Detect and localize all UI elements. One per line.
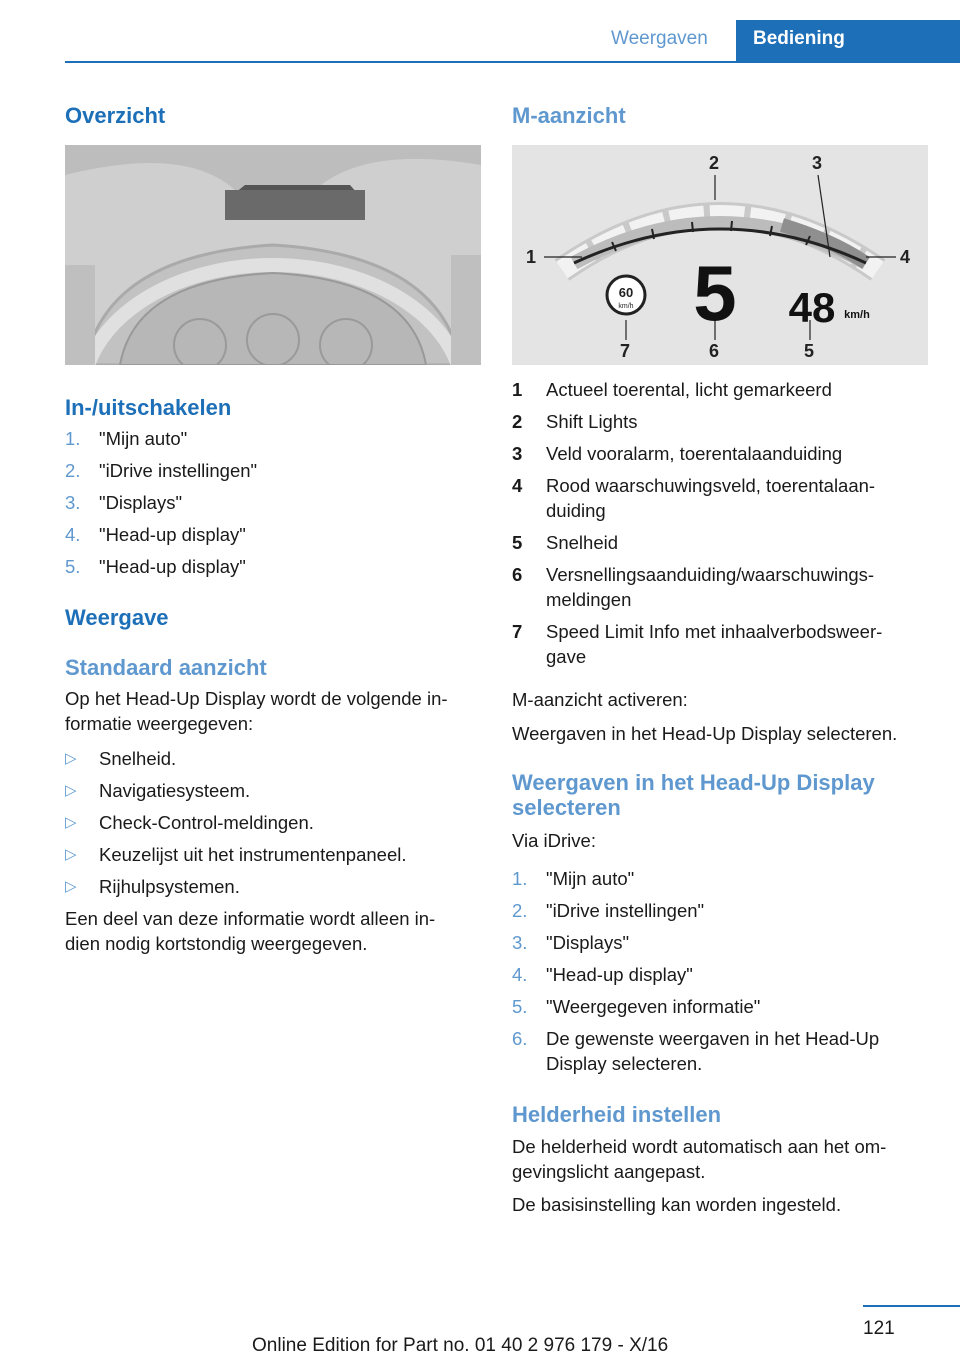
activate-text: Weergaven in het Head-Up Display selecteren. [512,723,898,744]
list-item [512,866,928,898]
gear-indicator: 5 [693,249,737,337]
limit-unit: km/h [618,303,634,310]
list-item [512,994,928,1026]
heading-line: selecteren [512,795,621,820]
step-number: 1. [65,428,81,449]
step-text: "Head-up display" [99,556,246,577]
text-line: De helderheid wordt automatisch aan het om- [512,1136,887,1157]
heading-m-view: M-aanzicht [512,103,626,128]
list-item [65,522,481,554]
step-text: "Mijn auto" [546,868,635,889]
via-idrive: Via iDrive: [512,830,596,851]
text-line: formatie weergegeven: [65,713,254,734]
step-number: 5. [512,996,528,1017]
legend-item [512,530,928,562]
speed-value: 48 [788,284,836,331]
step-number: 4. [512,964,528,985]
list-item [65,874,481,906]
m-view-legend [512,377,928,676]
activate-label: M-aanzicht activeren: [512,689,688,710]
legend-number: 7 [512,621,523,642]
legend-number: 6 [512,564,523,585]
triangle-bullet-icon: ▷ [65,878,77,895]
limit-value: 60 [618,285,634,300]
item-text: Rijhulpsystemen. [99,876,240,897]
select-steps [512,866,928,1083]
item-text: Keuzelijst uit het instrumentenpaneel. [99,844,407,865]
brightness-text [512,1134,928,1184]
step-number: 3. [65,492,81,513]
step-text: "Head-up display" [99,524,246,545]
dashboard-drawing [65,145,481,365]
text-line: gevingslicht aangepast. [512,1161,706,1182]
step-text: "iDrive instellingen" [99,460,258,481]
standard-note [65,906,481,956]
step-text: "Head-up display" [546,964,693,985]
standard-intro [65,686,481,736]
callout-3: 3 [812,153,823,173]
header-section-tab: Weergaven [611,28,708,49]
list-item [65,778,481,810]
list-item [512,930,928,962]
item-text: Check-Control-meldingen. [99,812,314,833]
triangle-bullet-icon: ▷ [65,750,77,767]
legend-text: Snelheid [546,532,619,553]
text-line: Een deel van deze informatie wordt alleen in- [65,908,436,929]
list-item [512,1026,928,1083]
onoff-steps [65,426,481,586]
footer-edition: Online Edition for Part no. 01 40 2 976 179 - X/16 [252,1335,669,1356]
header-chapter-tab: Bediening [736,20,960,63]
legend-text: Versnellingsaanduiding/waarschuwings- [546,564,875,585]
legend-number: 4 [512,475,523,496]
step-number: 6. [512,1028,528,1049]
m-view-illustration [512,145,928,365]
header-rule [65,61,960,63]
step-text: "Weergegeven informatie" [546,996,761,1017]
callout-5: 5 [804,341,815,361]
text-line: Op het Head-Up Display wordt de volgende in- [65,688,448,709]
legend-text: Rood waarschuwingsveld, toerentalaan- [546,475,876,496]
legend-item [512,409,928,441]
step-number: 2. [512,900,528,921]
legend-text: Speed Limit Info met inhaalverbodsweer- [546,621,883,642]
legend-text: meldingen [546,589,632,610]
step-text: "Displays" [99,492,183,513]
step-number: 2. [65,460,81,481]
step-number: 1. [512,868,528,889]
item-text: Navigatiesysteem. [99,780,251,801]
standard-items [65,746,481,906]
triangle-bullet-icon: ▷ [65,782,77,799]
step-text: "iDrive instellingen" [546,900,705,921]
legend-text: duiding [546,500,606,521]
legend-text: Actueel toerental, licht gemarkeerd [546,379,832,400]
heading-standard-view: Standaard aanzicht [65,655,267,680]
heading-overview: Overzicht [65,103,166,128]
speed-unit: km/h [844,309,870,321]
triangle-bullet-icon: ▷ [65,846,77,863]
legend-text: gave [546,646,587,667]
legend-text: Shift Lights [546,411,638,432]
legend-number: 1 [512,379,523,400]
step-number: 3. [512,932,528,953]
heading-display: Weergave [65,605,169,630]
callout-2: 2 [709,153,720,173]
list-item [65,490,481,522]
list-item [65,810,481,842]
dashboard-illustration [65,145,481,365]
triangle-bullet-icon: ▷ [65,814,77,831]
text-line: dien nodig kortstondig weergegeven. [65,933,368,954]
legend-item [512,441,928,473]
list-item [65,746,481,778]
list-item [512,898,928,930]
list-item [65,554,481,586]
legend-item [512,473,928,530]
m-view-drawing [512,145,928,365]
footer-rule [863,1305,960,1307]
page-number: 121 [863,1318,895,1339]
heading-line: Weergaven in het Head-Up Display [512,770,875,795]
legend-text: Veld vooralarm, toerentalaanduiding [546,443,843,464]
step-text: "Mijn auto" [99,428,188,449]
brightness-note: De basisinstelling kan worden ingesteld. [512,1194,842,1215]
item-text: Snelheid. [99,748,177,769]
list-item [65,426,481,458]
step-text: Display selecteren. [546,1053,703,1074]
callout-6: 6 [709,341,720,361]
legend-item [512,377,928,409]
step-number: 5. [65,556,81,577]
legend-number: 5 [512,532,523,553]
list-item [512,962,928,994]
step-text: "Displays" [546,932,630,953]
legend-item [512,619,928,676]
legend-item [512,562,928,619]
list-item [65,842,481,874]
callout-1: 1 [526,247,537,267]
heading-select-views [512,770,875,820]
heading-onoff: In-/uitschakelen [65,395,232,420]
heading-brightness: Helderheid instellen [512,1102,722,1127]
callout-7: 7 [620,341,631,361]
callout-4: 4 [900,247,911,267]
legend-number: 3 [512,443,523,464]
step-number: 4. [65,524,81,545]
list-item [65,458,481,490]
step-text: De gewenste weergaven in het Head-Up [546,1028,880,1049]
legend-number: 2 [512,411,523,432]
